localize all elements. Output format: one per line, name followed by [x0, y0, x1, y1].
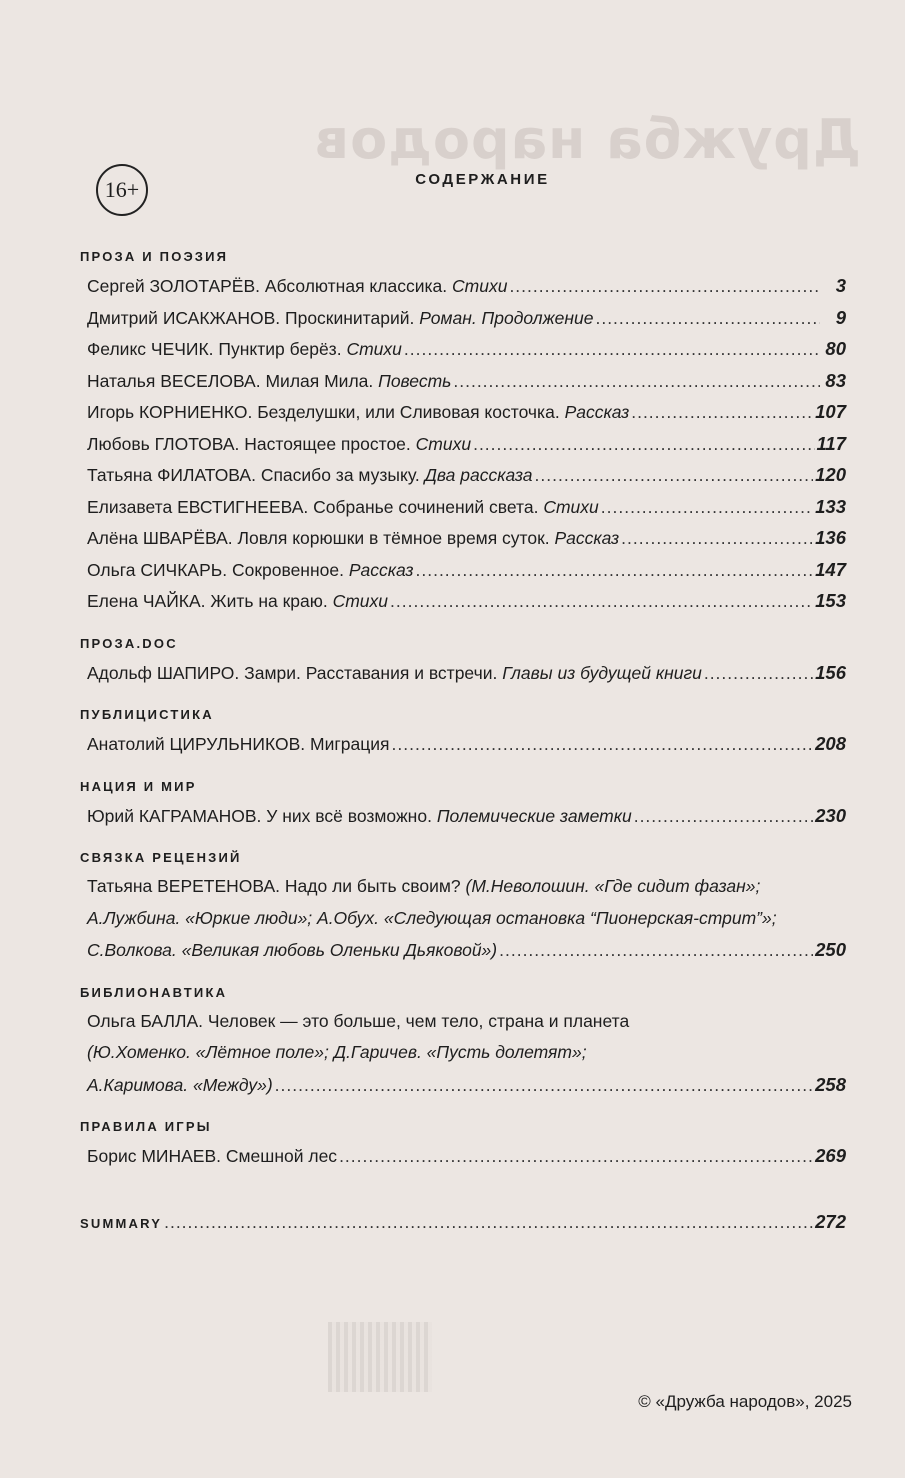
entry-title: Спасибо за музыку.: [260, 465, 420, 485]
leader-dots: [390, 586, 813, 618]
entry-genre: Стихи: [346, 339, 402, 359]
copyright-notice: © «Дружба народов», 2025: [638, 1392, 852, 1411]
reviews-line-3[interactable]: [80, 934, 846, 966]
entry-text: [80, 801, 632, 833]
page-number: 133: [815, 495, 846, 517]
entry-author: Дмитрий ИСАКЖАНОВ.: [87, 307, 281, 328]
entry-title: Абсолютная классика.: [264, 276, 448, 296]
summary-label: SUMMARY: [80, 1215, 163, 1231]
entry-title: Настоящее простое.: [244, 433, 411, 454]
toc-entry[interactable]: [80, 554, 846, 586]
page-number: 117: [816, 432, 846, 454]
leader-dots: [601, 492, 813, 524]
entry-text: [80, 729, 390, 761]
entry-text: [80, 1141, 337, 1173]
reviews-line-1-plain: Татьяна ВЕРЕТЕНОВА. Надо ли быть своим?: [87, 876, 466, 896]
entry-title: Миграция: [310, 734, 390, 754]
leader-dots: [631, 397, 813, 429]
leader-dots: [404, 334, 820, 366]
entry-text: [80, 555, 414, 587]
page-number: 120: [815, 464, 846, 485]
leader-dots: [275, 1070, 813, 1102]
page-number: 156: [815, 661, 846, 683]
toc-entry[interactable]: [80, 459, 846, 491]
entry-title: Пунктир берёз.: [218, 339, 342, 359]
page-number: 147: [815, 558, 846, 580]
page-number: 9: [835, 306, 846, 328]
entry-author: Любовь ГЛОТОВА.: [87, 433, 240, 454]
leader-dots: [595, 303, 820, 335]
entry-genre: Главы из будущей книги: [502, 662, 702, 683]
entry-author: Анатолий ЦИРУЛЬНИКОВ.: [87, 734, 306, 754]
entry-title: Безделушки, или Сливовая косточка.: [257, 402, 560, 422]
toc-entry[interactable]: [80, 365, 846, 397]
section-heading-bibl: БИБЛИОНАВТИКА: [80, 984, 228, 1000]
entry-text: [80, 586, 388, 618]
entry-title: Милая Мила.: [265, 370, 374, 391]
page-number: 272: [815, 1210, 846, 1232]
entry-title: Смешной лес: [225, 1146, 338, 1166]
entry-author: Борис МИНАЕВ.: [87, 1146, 222, 1166]
toc-entry[interactable]: [80, 396, 846, 428]
entry-genre: Рассказ: [554, 528, 620, 548]
page-number: 3: [835, 275, 846, 296]
reviews-line-1[interactable]: [80, 871, 846, 903]
page-number: 107: [815, 401, 846, 422]
entry-author: Сергей ЗОЛОТАРЁВ.: [87, 276, 261, 296]
bibl-line-3[interactable]: [80, 1069, 846, 1101]
leader-dots: [704, 658, 813, 690]
leader-dots: [473, 429, 814, 461]
entry-title: Проскинитарий.: [285, 307, 415, 328]
toc-entry[interactable]: [80, 302, 846, 334]
leader-dots: [416, 555, 814, 587]
age-rating-text: 16+: [104, 177, 140, 202]
leader-dots: [164, 1207, 813, 1239]
entry-author: Феликс ЧЕЧИК.: [87, 339, 214, 359]
entry-genre: Рассказ: [564, 402, 630, 422]
entry-author: Алёна ШВАРЁВА.: [87, 528, 233, 548]
page-number: 80: [825, 338, 846, 359]
page-number: 230: [815, 804, 846, 826]
reviews-line-2[interactable]: [80, 903, 846, 935]
page-number: 153: [815, 590, 846, 611]
entry-genre: Стихи: [543, 496, 599, 517]
entry-text: [80, 303, 593, 335]
qr-code-bleed-through: [328, 1322, 432, 1392]
leader-dots: [535, 460, 814, 492]
entry-text: [80, 658, 702, 690]
entry-title: У них всё возможно.: [266, 805, 432, 826]
entry-genre: Рассказ: [348, 559, 414, 580]
entry-title: Сокровенное.: [231, 559, 344, 580]
bleed-through-masthead: Дружба народов: [313, 108, 861, 171]
entry-text: [80, 429, 471, 461]
age-rating-badge: [96, 164, 148, 216]
page-number: 83: [825, 369, 846, 391]
entry-text: [80, 460, 533, 492]
toc-entry[interactable]: [80, 491, 846, 523]
entry-genre: Два рассказа: [424, 465, 533, 485]
page-number: 258: [815, 1073, 846, 1095]
bibl-line-2[interactable]: [80, 1037, 846, 1069]
toc-entry[interactable]: [80, 585, 846, 617]
entry-title: Ловля корюшки в тёмное время суток.: [237, 528, 550, 548]
entry-author: Адольф ШАПИРО.: [87, 662, 240, 683]
entry-author: Елизавета ЕВСТИГНЕЕВА.: [87, 496, 309, 517]
section-heading: НАЦИЯ И МИР: [80, 778, 197, 794]
entry-genre: Полемические заметки: [436, 805, 632, 826]
section-heading: ПУБЛИЦИСТИКА: [80, 707, 214, 722]
entry-text: [80, 492, 599, 524]
page-number: 250: [815, 939, 846, 960]
table-of-contents: [80, 244, 846, 1237]
toc-entry[interactable]: [80, 800, 846, 832]
entry-author: Игорь КОРНИЕНКО.: [87, 402, 253, 422]
entry-title: Собранье сочинений света.: [313, 496, 539, 517]
toc-entry[interactable]: [80, 728, 846, 760]
toc-entry[interactable]: [80, 657, 846, 689]
toc-sections: [80, 244, 846, 831]
leader-dots: [499, 935, 813, 967]
section-heading-rules: ПРАВИЛА ИГРЫ: [80, 1119, 212, 1134]
reviews-line-2-italic: А.Лужбина. «Юркие люди»; А.Обух. «Следующая остановка “Пионерская-стрит”»;: [87, 907, 777, 928]
leader-dots: [634, 801, 813, 833]
entry-text: [80, 397, 629, 429]
page-number: 136: [815, 527, 846, 548]
entry-title: Жить на краю.: [210, 591, 328, 611]
page-number: 208: [815, 733, 846, 754]
leader-dots: [392, 729, 814, 761]
reviews-line-1-italic: (М.Неволошин. «Где сидит фазан»;: [465, 876, 761, 896]
toc-entry[interactable]: [80, 333, 846, 365]
section-heading: ПРОЗА И ПОЭЗИЯ: [80, 249, 229, 264]
entry-text: [80, 366, 451, 398]
entry-author: Наталья ВЕСЕЛОВА.: [87, 370, 261, 391]
toc-entry-rules[interactable]: [80, 1140, 846, 1172]
page-title: СОДЕРЖАНИЕ: [415, 171, 550, 188]
entry-author: Ольга СИЧКАРЬ.: [87, 559, 228, 580]
entry-genre: Стихи: [415, 433, 472, 454]
entry-text: [80, 523, 619, 555]
leader-dots: [509, 271, 820, 303]
bibl-line-1[interactable]: Ольга БАЛЛА. Человек — это больше, чем тело, страна и планета: [87, 1010, 630, 1031]
entry-author: Юрий КАГРАМАНОВ.: [87, 805, 262, 826]
entry-text: [80, 271, 507, 303]
toc-entry[interactable]: [80, 522, 846, 554]
bibl-line-3-italic: А.Каримова. «Между»): [87, 1074, 273, 1095]
entry-title: Замри. Расставания и встречи.: [244, 662, 498, 683]
toc-entry[interactable]: [80, 428, 846, 460]
reviews-line-3-italic: С.Волкова. «Великая любовь Оленьки Дьяковой»): [87, 940, 498, 960]
bibl-line-2-italic: (Ю.Хоменко. «Лётное поле»; Д.Гаричев. «Пусть долетят»;: [87, 1042, 587, 1062]
leader-dots: [453, 366, 820, 398]
entry-genre: Повесть: [378, 370, 452, 391]
entry-genre: Стихи: [452, 276, 508, 296]
leader-dots: [621, 523, 813, 555]
toc-entry[interactable]: [80, 270, 846, 302]
entry-text: [80, 334, 402, 366]
entry-genre: Стихи: [332, 591, 389, 611]
section-heading-reviews: СВЯЗКА РЕЦЕНЗИЙ: [80, 850, 242, 865]
section-heading: ПРОЗА.DOC: [80, 635, 178, 651]
toc-entry-summary[interactable]: [80, 1206, 846, 1238]
page-number: 269: [815, 1145, 846, 1166]
entry-author: Татьяна ФИЛАТОВА.: [87, 465, 256, 485]
leader-dots: [339, 1141, 813, 1173]
entry-author: Елена ЧАЙКА.: [87, 591, 206, 611]
entry-genre: Роман. Продолжение: [419, 307, 594, 328]
